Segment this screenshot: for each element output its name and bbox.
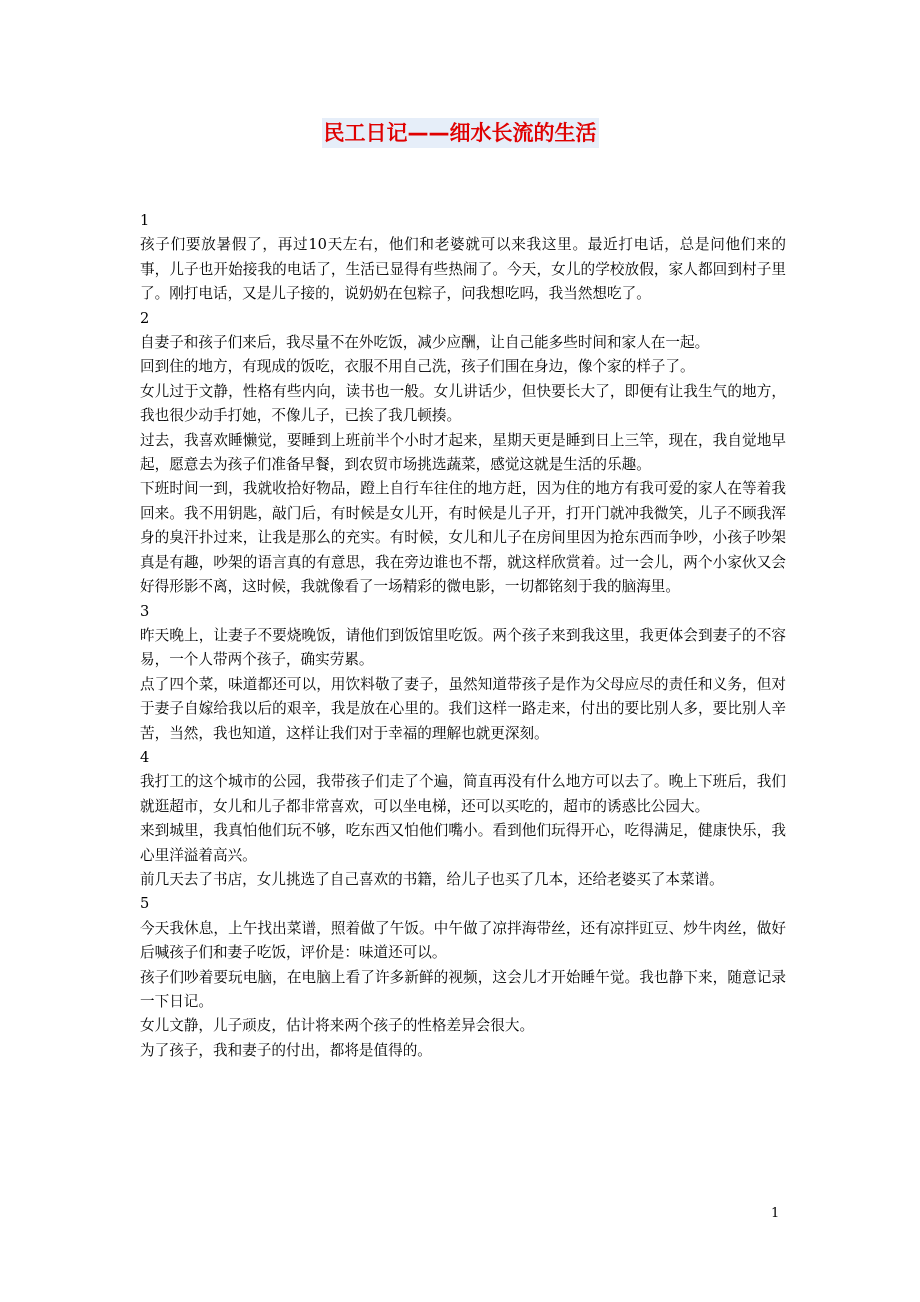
section-number: 1 [140, 212, 150, 229]
paragraph: 过去，我喜欢睡懒觉，要睡到上班前半个小时才起来，星期天更是睡到日上三竿，现在，我自觉地早起，愿意去为孩子们准备早餐，到农贸市场挑选蔬菜，感觉这就是生活的乐趣。 [140, 431, 786, 474]
title-wrap [0, 118, 920, 148]
paragraph: 来到城里，我真怕他们玩不够，吃东西又怕他们嘴小。看到他们玩得开心，吃得满足，健康快乐，我心里洋溢着高兴。 [140, 822, 786, 864]
paragraph: 孩子们要放暑假了，再过10天左右，他们和老婆就可以来我这里。最近打电话，总是问他们来的事，儿子也开始接我的电话了，生活已显得有些热闹了。今天，女儿的学校放假，家人都回到村子里了。刚打电话，又是儿子接的，说奶奶在包粽子，问我想吃吗，我当然想吃了。 [140, 236, 786, 303]
section-number: 2 [140, 309, 150, 327]
paragraph: 自妻子和孩子们来后，我尽量不在外吃饭，减少应酬，让自己能多些时间和家人在一起。 [140, 334, 710, 352]
document-body [140, 209, 786, 1063]
paragraph: 孩子们吵着要玩电脑，在电脑上看了许多新鲜的视频，这会儿才开始睡午觉。我也静下来，随意记录一下日记。 [140, 968, 786, 1010]
section-number: 4 [140, 748, 150, 766]
paragraph: 女儿过于文静，性格有些内向，读书也一般。女儿讲话少，但快要长大了，即便有让我生气的地方，我也很少动手打她，不像儿子，已挨了我几顿揍。 [140, 382, 786, 425]
paragraph: 前几天去了书店，女儿挑选了自己喜欢的书籍，给儿子也买了几本，还给老婆买了本菜谱。 [140, 870, 724, 888]
paragraph: 为了孩子，我和妻子的付出，都将是值得的。 [140, 1041, 432, 1059]
paragraph: 回到住的地方，有现成的饭吃，衣服不用自己洗，孩子们围在身边，像个家的样子了。 [140, 358, 695, 376]
page-number: 1 [771, 1206, 780, 1221]
paragraph: 点了四个菜，味道都还可以，用饮料敬了妻子，虽然知道带孩子是作为父母应尽的责任和义务，但对于妻子自嫁给我以后的艰辛，我是放在心里的。我们这样一路走来，付出的要比别人多，要比别人辛苦，当然，我也知道，这样让我们对于幸福的理解也就更深刻。 [140, 675, 786, 742]
paragraph: 女儿文静，儿子顽皮，估计将来两个孩子的性格差异会很大。 [140, 1017, 535, 1035]
paragraph: 今天我休息，上午找出菜谱，照着做了午饭。中午做了凉拌海带丝，还有凉拌豇豆、炒牛肉丝，做好后喊孩子们和妻子吃饭，评价是：味道还可以。 [140, 919, 786, 962]
page-title: 民工日记——细水长流的生活 [322, 118, 599, 148]
section-number: 5 [140, 895, 150, 913]
section-number: 3 [140, 602, 150, 620]
paragraph: 我打工的这个城市的公园，我带孩子们走了个遍，简直再没有什么地方可以去了。晚上下班后，我们就逛超市，女儿和儿子都非常喜欢，可以坐电梯，还可以买吃的，超市的诱惑比公园大。 [140, 773, 786, 815]
paragraph: 下班时间一到，我就收拾好物品，蹬上自行车往住的地方赶，因为住的地方有我可爱的家人在等着我回来。我不用钥匙，敲门后，有时候是女儿开，有时候是儿子开，打开门就冲我微笑，儿子不顾我浑身的臭汗扑过来，让我是那么的充实。有时候，女儿和儿子在房间里因为抢东西而争吵，小孩子吵架真是有趣，吵架的语言真的有意思，我在旁边谁也不帮，就这样欣赏着。过一会儿，两个小家伙又会好得形影不离，这时候，我就像看了一场精彩的微电影，一切都铭刻于我的脑海里。 [140, 480, 786, 596]
paragraph: 昨天晚上，让妻子不要烧晚饭，请他们到饭馆里吃饭。两个孩子来到我这里，我更体会到妻子的不容易，一个人带两个孩子，确实劳累。 [140, 626, 786, 669]
